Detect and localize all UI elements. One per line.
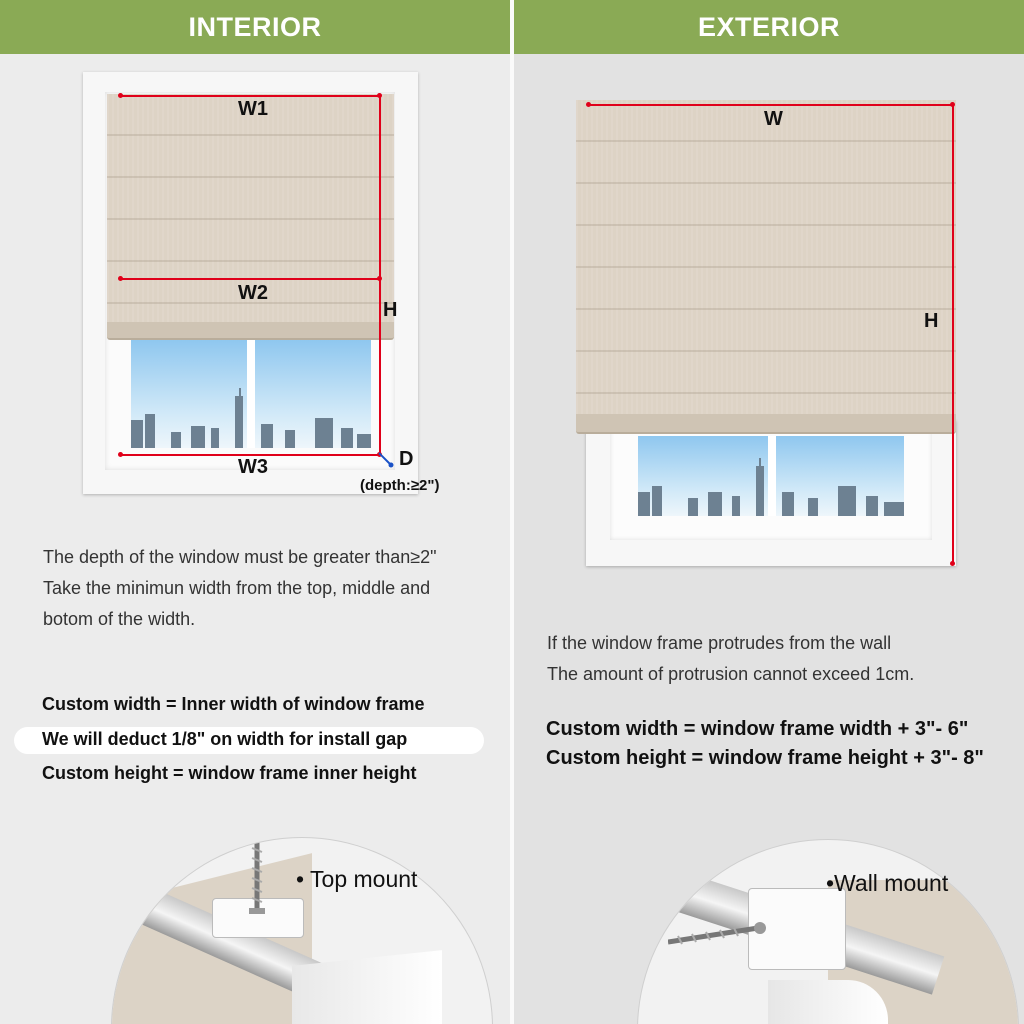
interior-window-mullion xyxy=(247,340,255,448)
exterior-window-mullion xyxy=(768,436,776,516)
screw-icon xyxy=(244,838,270,918)
exterior-description-line: The amount of protrusion cannot exceed 1cm. xyxy=(547,664,915,684)
exterior-height-formula: Custom height = window frame height + 3"- 8" xyxy=(546,747,984,769)
h-end-dot xyxy=(950,561,955,566)
interior-height-formula: Custom height = window frame inner height xyxy=(42,763,417,783)
install-gap-note: We will deduct 1/8" on width for install gap xyxy=(42,729,408,749)
interior-shade-hem xyxy=(107,322,394,340)
wall-mount-detail xyxy=(638,840,1018,1024)
w2-label: W2 xyxy=(238,282,268,304)
depth-label: (depth:≥2") xyxy=(360,477,440,494)
interior-panel xyxy=(0,0,510,1024)
exterior-description-line: If the window frame protrudes from the wall xyxy=(547,633,892,653)
shade-housing-detail xyxy=(768,980,888,1024)
w1-measure-line xyxy=(120,95,380,97)
h-label: H xyxy=(383,299,398,321)
exterior-description xyxy=(547,628,914,690)
w1-label: W1 xyxy=(238,98,268,120)
d-label: D xyxy=(399,448,414,470)
exterior-roman-shade xyxy=(576,100,956,418)
top-mount-label: • Top mount xyxy=(296,866,418,892)
interior-width-formula: Custom width = Inner width of window frame xyxy=(42,694,425,714)
interior-description-line: Take the minimun width from the top, middle and xyxy=(43,578,431,598)
exterior-shade-hem xyxy=(576,414,956,434)
depth-indicator xyxy=(376,450,396,470)
exterior-width-formula: Custom width = window frame width + 3"- 6" xyxy=(546,718,969,740)
w-measure-line xyxy=(588,104,954,106)
exterior-panel xyxy=(514,0,1024,1024)
exterior-window-frame xyxy=(586,420,956,566)
screw-icon xyxy=(668,920,768,950)
exterior-header: EXTERIOR xyxy=(514,0,1024,54)
w3-label: W3 xyxy=(238,456,268,478)
interior-description-line: The depth of the window must be greater than≥2" xyxy=(43,547,437,567)
w-label: W xyxy=(764,108,783,130)
interior-description xyxy=(43,542,437,635)
interior-description-line: botom of the width. xyxy=(43,609,196,629)
h-measure-line xyxy=(952,104,954,564)
interior-header: INTERIOR xyxy=(0,0,510,54)
w2-measure-line xyxy=(120,278,380,280)
h-measure-line xyxy=(379,95,381,456)
wall-mount-label: •Wall mount xyxy=(826,870,949,896)
h-label: H xyxy=(924,310,939,332)
